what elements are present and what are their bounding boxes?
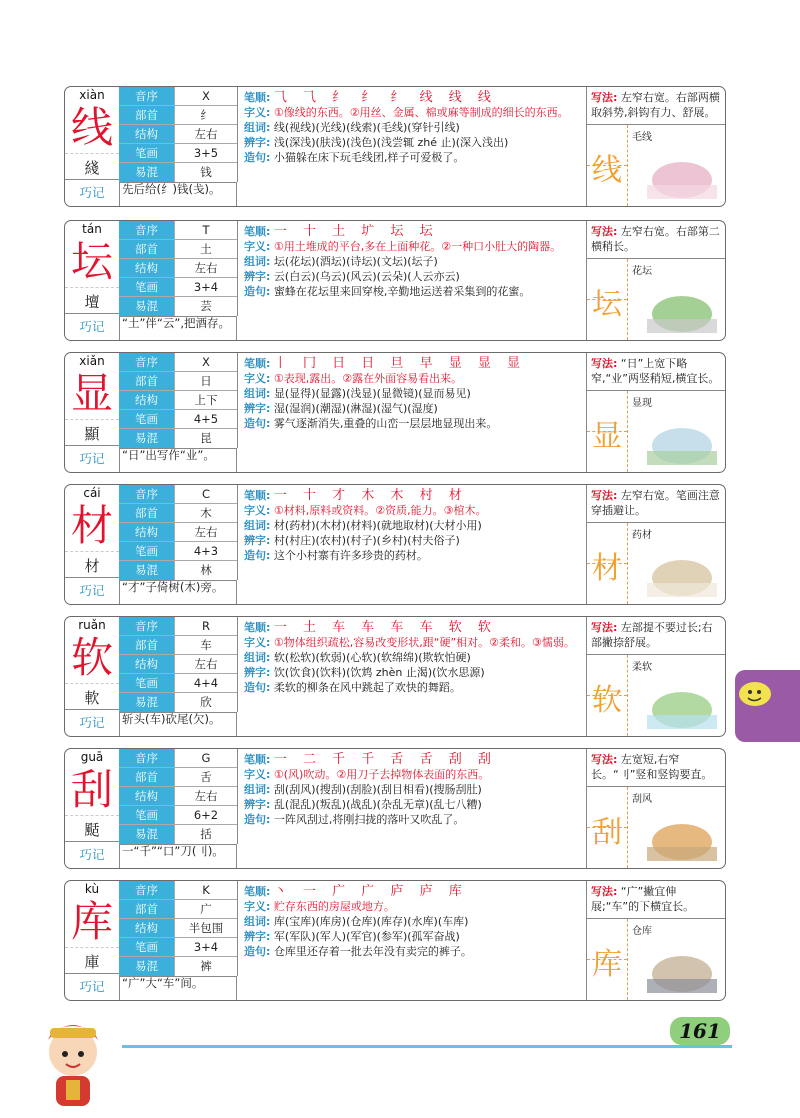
writing-panel (587, 87, 725, 206)
char-card-0 (64, 86, 726, 207)
attr-key: 易混 (119, 561, 174, 580)
attr-row-bihua (119, 278, 237, 297)
attribute-table (119, 749, 238, 844)
words-label: 组词: (244, 519, 271, 532)
illustration (627, 655, 725, 736)
distinguish-text: 湿(湿润)(潮湿)(淋湿)(湿气)(湿度) (273, 402, 438, 415)
attr-value: 欣 (174, 693, 237, 712)
practice-character: 刮 (592, 815, 622, 850)
attr-key: 易混 (119, 429, 174, 448)
pinyin: ruǎn (78, 618, 106, 632)
attr-row-yinxu (119, 881, 237, 900)
attr-key: 部首 (119, 106, 174, 124)
distinguish-text: 浅(深浅)(肤浅)(浅色)(浅尝辄 zhé 止)(深入浅出) (273, 136, 509, 149)
traditional-character: 材 (65, 551, 119, 580)
attr-value: 6+2 (174, 806, 237, 824)
attr-key: 易混 (119, 957, 174, 976)
char-card-5 (64, 748, 726, 869)
attr-key: 音序 (119, 485, 174, 503)
attr-key: 结构 (119, 787, 174, 805)
attr-value: 半包围 (174, 919, 237, 937)
side-tab (735, 670, 800, 742)
attr-value: 括 (174, 825, 237, 844)
mnemonic-label: 巧记 (65, 841, 119, 868)
practice-character: 显 (592, 419, 622, 454)
distinguish-label: 辨字: (244, 534, 271, 547)
writing-tip (587, 485, 725, 523)
char-column (65, 749, 120, 868)
attr-row-bihua (119, 674, 237, 693)
stroke-order: 一 二 千 千 舌 舌 刮 刮 (273, 752, 497, 767)
smiley-leaf-icon (735, 670, 800, 742)
writing-text: 左窄右宽。右部第二横稍长。 (591, 225, 720, 253)
attr-key: 部首 (119, 504, 174, 522)
attr-row-yinxu (119, 221, 237, 240)
attr-row-jiegou (119, 259, 237, 278)
attr-value: 舌 (174, 768, 237, 786)
char-column (65, 485, 120, 604)
definition-panel (238, 485, 587, 604)
attr-key: 易混 (119, 825, 174, 844)
writing-panel (587, 485, 725, 604)
main-character: 刮 (70, 765, 113, 814)
distinguish-text: 云(白云)(乌云)(风云)(云朵)(人云亦云) (273, 270, 460, 283)
definition-panel (238, 221, 587, 340)
mnemonic-label: 巧记 (65, 709, 119, 736)
sentence-label: 造句: (244, 549, 271, 562)
writing-label: 写法: (591, 885, 618, 898)
practice-grid (587, 391, 628, 472)
page-footer-bar (122, 1045, 732, 1048)
practice-grid (587, 787, 628, 868)
sentence-text: 柔软的柳条在风中跳起了欢快的舞蹈。 (273, 681, 461, 694)
writing-panel (587, 353, 725, 472)
attr-value: R (174, 617, 237, 635)
page-number: 161 (670, 1017, 730, 1045)
attr-key: 部首 (119, 372, 174, 390)
writing-label: 写法: (591, 91, 618, 104)
meaning-text: ①(风)吹动。②用刀子去掉物体表面的东西。 (273, 768, 490, 781)
attribute-table (119, 881, 238, 976)
attr-key: 音序 (119, 353, 174, 371)
attr-key: 笔画 (119, 674, 174, 692)
traditional-character: 颳 (65, 815, 119, 844)
illustration-caption: 刮风 (632, 794, 652, 805)
attr-row-yinxu (119, 617, 237, 636)
meaning-label: 字义: (244, 504, 271, 517)
writing-label: 写法: (591, 225, 618, 238)
meaning-text: ①表现,露出。②露在外面容易看出来。 (273, 372, 463, 385)
attr-value: 左右 (174, 125, 237, 143)
writing-text: 左部提不要过长;右部撇捺舒展。 (591, 621, 713, 649)
attr-row-jiegou (119, 523, 237, 542)
stroke-order: 一 十 土 圹 坛 坛 (273, 224, 439, 239)
practice-character: 软 (592, 683, 622, 718)
writing-text: “广”撇宜伸展;“车”的下横宜长。 (591, 885, 695, 913)
definition-panel (238, 87, 587, 206)
illustration-caption: 药材 (632, 530, 652, 541)
practice-grid (587, 655, 628, 736)
attr-row-yihun (119, 825, 237, 844)
attr-row-yihun (119, 693, 237, 712)
mnemonic-label: 巧记 (65, 313, 119, 340)
meaning-label: 字义: (244, 106, 271, 119)
meaning-label: 字义: (244, 768, 271, 781)
attr-key: 易混 (119, 693, 174, 712)
attr-value: 4+3 (174, 542, 237, 560)
illustration (627, 391, 725, 472)
definition-panel (238, 353, 587, 472)
attr-value: 芸 (174, 297, 237, 316)
attr-value: 上下 (174, 391, 237, 409)
pinyin: guā (80, 750, 104, 764)
sentence-label: 造句: (244, 285, 271, 298)
distinguish-text: 军(军队)(军人)(军官)(参军)(孤军奋战) (273, 930, 460, 943)
attr-value: K (174, 881, 237, 899)
attr-key: 笔画 (119, 806, 174, 824)
attr-key: 部首 (119, 768, 174, 786)
traditional-character: 壇 (65, 287, 119, 316)
char-column (65, 221, 120, 340)
char-column (65, 881, 120, 1000)
traditional-character: 顯 (65, 419, 119, 448)
attr-key: 结构 (119, 125, 174, 143)
sentence-label: 造句: (244, 151, 271, 164)
distinguish-label: 辨字: (244, 402, 271, 415)
attr-row-bushou (119, 504, 237, 523)
char-column (65, 617, 120, 736)
attr-row-jiegou (119, 125, 237, 144)
attr-key: 笔画 (119, 144, 174, 162)
char-card-2 (64, 352, 726, 473)
sentence-label: 造句: (244, 813, 271, 826)
sentence-text: 小猫躲在床下玩毛线团,样子可爱极了。 (273, 151, 465, 164)
definition-panel (238, 617, 587, 736)
attribute-table (119, 221, 238, 316)
attr-value: 昆 (174, 429, 237, 448)
attr-row-bihua (119, 410, 237, 429)
traditional-character: 軟 (65, 683, 119, 712)
meaning-label: 字义: (244, 240, 271, 253)
words-label: 组词: (244, 121, 271, 134)
practice-character: 库 (592, 947, 622, 982)
attr-row-bushou (119, 106, 237, 125)
attr-value: 土 (174, 240, 237, 258)
attr-row-yihun (119, 297, 237, 316)
writing-text: “日”上宽下略窄,“业”两竖稍短,横宜长。 (591, 357, 720, 385)
meaning-text: 贮存东西的房屋或地方。 (273, 900, 395, 913)
attr-row-yihun (119, 163, 237, 182)
attr-row-yinxu (119, 749, 237, 768)
writing-label: 写法: (591, 621, 618, 634)
char-column (65, 353, 120, 472)
distinguish-text: 饮(饮食)(饮料)(饮鸩 zhèn 止渴)(饮水思源) (273, 666, 485, 679)
stroke-order: ⺄ ⺄ 纟 纟 纟 线 线 线 (273, 90, 497, 105)
writing-panel (587, 617, 725, 736)
main-character: 材 (70, 501, 113, 550)
attr-value: 3+5 (174, 144, 237, 162)
attr-value: 木 (174, 504, 237, 522)
attr-value: 裤 (174, 957, 237, 976)
attr-value: 林 (174, 561, 237, 580)
attr-key: 结构 (119, 655, 174, 673)
attr-row-bihua (119, 542, 237, 561)
definition-panel (238, 881, 587, 1000)
attr-key: 部首 (119, 900, 174, 918)
illustration-caption: 毛线 (632, 132, 652, 143)
attr-row-yihun (119, 561, 237, 580)
attr-key: 部首 (119, 636, 174, 654)
illustration (627, 125, 725, 206)
attr-key: 结构 (119, 391, 174, 409)
sentence-label: 造句: (244, 681, 271, 694)
attr-row-bihua (119, 144, 237, 163)
char-card-3 (64, 484, 726, 605)
char-column (65, 87, 120, 206)
pinyin: cái (83, 486, 101, 500)
stroke-order: 一 土 车 车 车 车 软 软 (273, 620, 497, 635)
attr-row-jiegou (119, 655, 237, 674)
writing-text: 左窄右宽。笔画注意穿插避让。 (591, 489, 720, 517)
words-text: 显(显得)(显露)(浅显)(显微镜)(显而易见) (273, 387, 471, 400)
attr-key: 音序 (119, 221, 174, 239)
attr-value: 纟 (174, 106, 237, 124)
attr-value: 广 (174, 900, 237, 918)
main-character: 线 (70, 103, 113, 152)
words-text: 线(视线)(光线)(线索)(毛线)(穿针引线) (273, 121, 460, 134)
writing-panel (587, 221, 725, 340)
distinguish-label: 辨字: (244, 136, 271, 149)
attr-key: 结构 (119, 523, 174, 541)
meaning-label: 字义: (244, 372, 271, 385)
attr-row-bushou (119, 768, 237, 787)
meaning-text: ①材料,原料或资料。②资质,能力。③棺木。 (273, 504, 487, 517)
main-character: 库 (70, 897, 113, 946)
attr-row-jiegou (119, 391, 237, 410)
attr-value: 4+4 (174, 674, 237, 692)
attr-value: 3+4 (174, 278, 237, 296)
sentence-label: 造句: (244, 417, 271, 430)
attr-row-bushou (119, 240, 237, 259)
main-character: 坛 (70, 237, 113, 286)
attr-key: 结构 (119, 259, 174, 277)
mnemonic-text: “土”伴“云”,把酒存。 (119, 316, 237, 340)
pinyin: tán (82, 222, 102, 236)
attr-row-bushou (119, 900, 237, 919)
attr-row-yihun (119, 957, 237, 976)
attr-row-yinxu (119, 353, 237, 372)
attr-row-yinxu (119, 485, 237, 504)
illustration (627, 259, 725, 340)
meaning-label: 字义: (244, 900, 271, 913)
stroke-label: 笔顺: (244, 753, 271, 766)
mnemonic-label: 巧记 (65, 445, 119, 472)
words-label: 组词: (244, 255, 271, 268)
distinguish-label: 辨字: (244, 270, 271, 283)
illustration-caption: 仓库 (632, 926, 652, 937)
attr-row-yihun (119, 429, 237, 448)
writing-tip (587, 881, 725, 919)
attribute-table (119, 87, 238, 182)
mnemonic-label: 巧记 (65, 973, 119, 1000)
illustration-caption: 柔软 (632, 662, 652, 673)
attribute-table (119, 353, 238, 448)
writing-tip (587, 617, 725, 655)
sentence-text: 蜜蜂在花坛里来回穿梭,辛勤地运送着采集到的花蜜。 (273, 285, 531, 298)
writing-tip (587, 87, 725, 125)
writing-panel (587, 881, 725, 1000)
stroke-label: 笔顺: (244, 621, 271, 634)
attr-key: 音序 (119, 749, 174, 767)
char-card-4 (64, 616, 726, 737)
meaning-text: ①像线的东西。②用丝、金属、棉或麻等制成的细长的东西。 (273, 106, 569, 119)
stroke-label: 笔顺: (244, 885, 271, 898)
writing-label: 写法: (591, 753, 618, 766)
pinyin: xiàn (79, 88, 105, 102)
attr-key: 结构 (119, 919, 174, 937)
attr-key: 笔画 (119, 938, 174, 956)
words-text: 软(松软)(软弱)(心软)(软绵绵)(欺软怕硬) (273, 651, 471, 664)
writing-text: 左宽短,右窄长。“刂”竖和竖钩要直。 (591, 753, 713, 781)
sentence-text: 仓库里还存着一批去年没有卖完的裤子。 (273, 945, 472, 958)
attr-key: 笔画 (119, 278, 174, 296)
writing-panel (587, 749, 725, 868)
stroke-label: 笔顺: (244, 489, 271, 502)
mnemonic-text: “广”大“车”间。 (119, 976, 237, 1000)
sentence-text: 雾气逐渐消失,重叠的山峦一层层地显现出来。 (273, 417, 498, 430)
mnemonic-text: 斩头(车)砍尾(欠)。 (119, 712, 237, 736)
attr-key: 音序 (119, 881, 174, 899)
stroke-order: 丶 一 广 广 庐 庐 库 (273, 884, 468, 899)
writing-text: 左窄右宽。右部两横取斜势,斜钩有力、舒展。 (591, 91, 720, 119)
attr-value: 钱 (174, 163, 237, 182)
attr-value: G (174, 749, 237, 767)
illustration (627, 787, 725, 868)
writing-label: 写法: (591, 357, 618, 370)
illustration-caption: 花坛 (632, 266, 652, 277)
meaning-text: ①用土堆成的平台,多在上面种花。②一种口小肚大的陶器。 (273, 240, 562, 253)
attr-row-bihua (119, 806, 237, 825)
char-card-6 (64, 880, 726, 1001)
attribute-table (119, 617, 238, 712)
illustration (627, 919, 725, 1000)
practice-character: 坛 (592, 287, 622, 322)
mnemonic-text: “才”子倚树(木)旁。 (119, 580, 237, 604)
stroke-order: 丨 冂 日 日 旦 早 显 显 显 (273, 356, 526, 371)
meaning-text: ①物体组织疏松,容易改变形状,跟“硬”相对。②柔和。③懦弱。 (273, 636, 575, 649)
stroke-label: 笔顺: (244, 225, 271, 238)
practice-character: 材 (592, 551, 622, 586)
attr-value: C (174, 485, 237, 503)
practice-character: 线 (592, 153, 622, 188)
stroke-order: 一 十 才 木 木 村 材 (273, 488, 468, 503)
words-text: 库(宝库)(库房)(仓库)(库存)(水库)(车库) (273, 915, 469, 928)
pinyin: xiǎn (79, 354, 105, 368)
attr-value: 3+4 (174, 938, 237, 956)
attr-key: 易混 (119, 163, 174, 182)
attr-row-yinxu (119, 87, 237, 106)
words-text: 刮(刮风)(搜刮)(刮脸)(刮目相看)(搜肠刮肚) (273, 783, 482, 796)
attr-value: X (174, 353, 237, 371)
attr-key: 音序 (119, 617, 174, 635)
writing-tip (587, 749, 725, 787)
mascot-icon (28, 1010, 118, 1110)
writing-tip (587, 353, 725, 391)
writing-tip (587, 221, 725, 259)
main-character: 软 (70, 633, 113, 682)
writing-label: 写法: (591, 489, 618, 502)
attr-value: 左右 (174, 523, 237, 541)
words-label: 组词: (244, 387, 271, 400)
pinyin: kù (84, 882, 100, 896)
attr-value: 车 (174, 636, 237, 654)
mnemonic-label: 巧记 (65, 179, 119, 206)
stroke-label: 笔顺: (244, 357, 271, 370)
mnemonic-text: “日”出写作“业”。 (119, 448, 237, 472)
attr-row-bushou (119, 372, 237, 391)
traditional-character: 庫 (65, 947, 119, 976)
mnemonic-text: 先后给(纟)钱(戋)。 (119, 182, 237, 206)
attr-row-jiegou (119, 919, 237, 938)
distinguish-label: 辨字: (244, 930, 271, 943)
attr-value: 4+5 (174, 410, 237, 428)
attr-key: 笔画 (119, 410, 174, 428)
attr-key: 部首 (119, 240, 174, 258)
words-label: 组词: (244, 783, 271, 796)
sentence-text: 这个小村寨有许多珍贵的药材。 (273, 549, 428, 562)
attr-value: 日 (174, 372, 237, 390)
practice-grid (587, 919, 628, 1000)
mnemonic-label: 巧记 (65, 577, 119, 604)
distinguish-text: 乱(混乱)(叛乱)(战乱)(杂乱无章)(乱七八糟) (273, 798, 482, 811)
words-label: 组词: (244, 651, 271, 664)
traditional-character: 綫 (65, 153, 119, 182)
distinguish-label: 辨字: (244, 798, 271, 811)
distinguish-label: 辨字: (244, 666, 271, 679)
meaning-label: 字义: (244, 636, 271, 649)
sentence-text: 一阵风刮过,将刚扫拢的落叶又吹乱了。 (273, 813, 465, 826)
attr-key: 易混 (119, 297, 174, 316)
attr-row-jiegou (119, 787, 237, 806)
stroke-label: 笔顺: (244, 91, 271, 104)
attr-row-bihua (119, 938, 237, 957)
definition-panel (238, 749, 587, 868)
attr-row-bushou (119, 636, 237, 655)
attribute-table (119, 485, 238, 580)
attr-value: T (174, 221, 237, 239)
attr-value: 左右 (174, 655, 237, 673)
illustration (627, 523, 725, 604)
attr-value: 左右 (174, 259, 237, 277)
sentence-label: 造句: (244, 945, 271, 958)
main-character: 显 (70, 369, 113, 418)
practice-grid (587, 125, 628, 206)
attr-key: 笔画 (119, 542, 174, 560)
attr-value: 左右 (174, 787, 237, 805)
mnemonic-text: 一“千”“口”刀(刂)。 (119, 844, 237, 868)
attr-value: X (174, 87, 237, 105)
illustration-caption: 显现 (632, 398, 652, 409)
words-label: 组词: (244, 915, 271, 928)
words-text: 材(药材)(木材)(材料)(就地取材)(大材小用) (273, 519, 482, 532)
practice-grid (587, 523, 628, 604)
char-card-1 (64, 220, 726, 341)
attr-key: 音序 (119, 87, 174, 105)
practice-grid (587, 259, 628, 340)
distinguish-text: 村(村庄)(农村)(村子)(乡村)(村夫俗子) (273, 534, 460, 547)
words-text: 坛(花坛)(酒坛)(诗坛)(文坛)(坛子) (273, 255, 438, 268)
